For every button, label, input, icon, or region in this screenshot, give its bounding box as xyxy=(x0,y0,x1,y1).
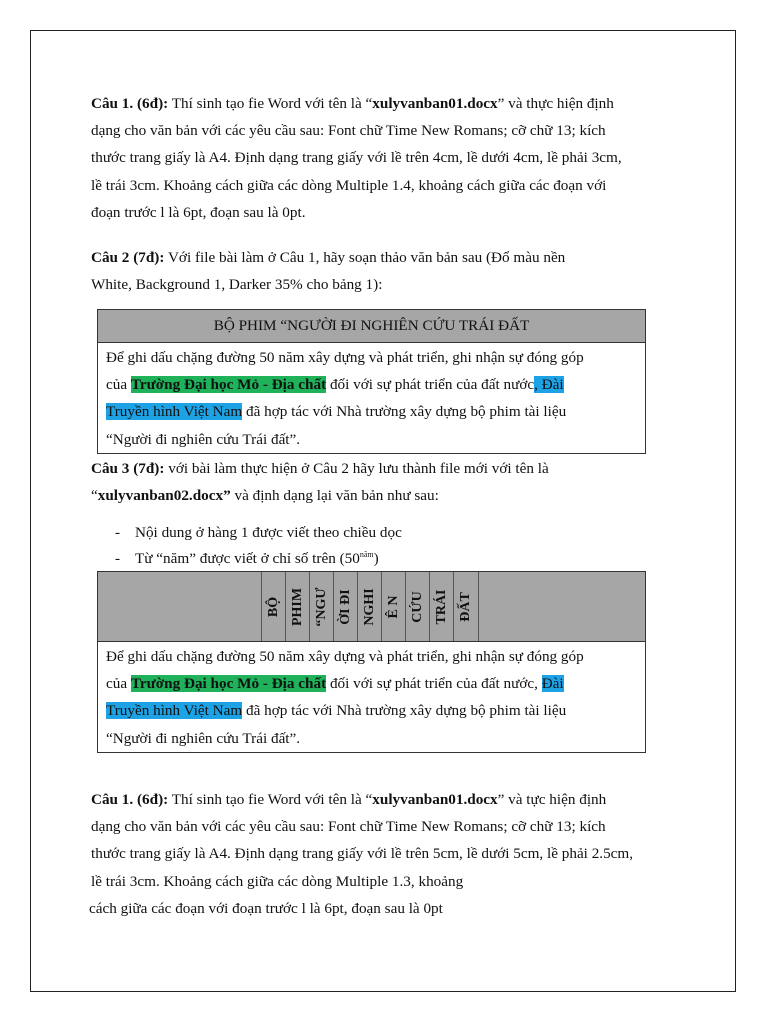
q1-filename: xulyvanban01.docx xyxy=(372,95,498,112)
t1-text-b: đối với sự phát triển của đất nước xyxy=(326,376,535,394)
t1-line-1: Để ghi dấu chặng đường 50 năm xây dựng và phát triển, ghi nhận sự đóng góp xyxy=(106,349,584,366)
school-name-highlight: Trường Đại học Mỏ - Địa chất xyxy=(130,675,327,693)
t1-line-3 xyxy=(106,398,637,425)
question-1 xyxy=(91,90,676,226)
vertical-word xyxy=(357,572,382,641)
table-2-header xyxy=(98,572,645,642)
q1-line-1 xyxy=(91,90,676,117)
bullet-item-1 xyxy=(115,521,402,545)
q3-line-1 xyxy=(91,455,676,482)
vertical-word xyxy=(381,572,406,641)
q2-line-1 xyxy=(91,244,676,271)
vertical-word-text: ỜI ĐI xyxy=(338,588,353,625)
bullet-dash: - xyxy=(115,550,121,567)
bullet-2-close: ) xyxy=(373,550,379,567)
tv-name-highlight-1: , Đài xyxy=(534,376,564,394)
t2-text-b: đối với sự phát triển của đất nước, xyxy=(326,675,542,693)
table-2-body xyxy=(98,642,645,752)
q1-label: Câu 1. (6đ): xyxy=(91,95,169,112)
q1b-text-b: ” và tực hiện định xyxy=(497,791,607,808)
q1-text-b: ” và thực hiện định xyxy=(497,95,614,112)
q1-line-5: đoạn trước l là 6pt, đoạn sau là 0pt. xyxy=(91,203,306,221)
t1-text-c: đã hợp tác với Nhà trường xây dựng bộ phim tài liệu xyxy=(242,403,567,421)
question-1-repeat xyxy=(91,786,676,922)
tv-name-highlight-1: Đài xyxy=(541,675,564,693)
vertical-word xyxy=(453,572,479,641)
bullet-dash: - xyxy=(115,524,121,541)
t1-line-2 xyxy=(106,371,637,398)
q3-line-2 xyxy=(91,482,676,509)
q2-text: Với file bài làm ở Câu 1, hãy soạn thảo văn bản sau (Đổ màu nền xyxy=(164,249,566,266)
vertical-word xyxy=(261,572,286,641)
q1-line-4: lề trái 3cm. Khoảng cách giữa các dòng Multiple 1.4, khoảng cách giữa các đoạn với xyxy=(91,176,607,194)
q1b-line-1 xyxy=(91,786,676,813)
q1-line-2: dạng cho văn bản với các yêu cầu sau: Font chữ Time New Romans; cỡ chữ 13; kích xyxy=(91,122,606,140)
q1b-line-4: lề trái 3cm. Khoảng cách giữa các dòng Multiple 1.3, khoảng xyxy=(91,872,464,890)
question-3 xyxy=(91,455,676,509)
vertical-word xyxy=(333,572,358,641)
vertical-word-text: NGHI xyxy=(362,587,377,626)
bullet-1-text: Nội dung ở hàng 1 được viết theo chiều dọc xyxy=(135,524,402,541)
superscript-nam: năm xyxy=(359,549,374,559)
t2-line-3 xyxy=(106,697,637,724)
vertical-word-text: CỨU xyxy=(410,590,425,623)
t2-text-c: đã hợp tác với Nhà trường xây dựng bộ phim tài liệu xyxy=(242,702,567,720)
vertical-word xyxy=(429,572,454,641)
q1b-label: Câu 1. (6đ): xyxy=(91,791,169,808)
t2-line-4: “Người đi nghiên cứu Trái đất”. xyxy=(106,729,301,747)
question-2 xyxy=(91,244,676,298)
tv-name-highlight-2: Truyền hình Việt Nam xyxy=(106,403,243,421)
school-name-highlight: Trường Đại học Mỏ - Địa chất xyxy=(130,376,327,394)
table-1-body xyxy=(98,343,645,453)
vertical-word-text: Ê N xyxy=(386,595,401,618)
q1b-line-5: cách giữa các đoạn với đoạn trước l là 6pt, đoạn sau là 0pt xyxy=(89,899,443,917)
vertical-word-text: BỘ xyxy=(266,596,281,617)
tv-name-highlight-2: Truyền hình Việt Nam xyxy=(106,702,243,720)
t1-text-a: của xyxy=(106,376,131,394)
q3-text: với bài làm thực hiện ở Câu 2 hãy lưu thành file mới với tên là xyxy=(164,460,549,477)
q1b-line-3: thước trang giấy là A4. Định dạng trang giấy với lề trên 5cm, lề dưới 5cm, lề phải 2.5cm, xyxy=(91,845,634,863)
q1b-filename: xulyvanban01.docx xyxy=(372,791,498,808)
bullet-item-2 xyxy=(115,547,379,571)
t1-line-4: “Người đi nghiên cứu Trái đất”. xyxy=(106,430,301,448)
q3-quote: “ xyxy=(91,487,98,505)
table-2 xyxy=(97,571,646,753)
t2-line-2 xyxy=(106,670,637,697)
q3-filename: xulyvanban02.docx” xyxy=(97,487,231,505)
q1b-text-a: Thí sinh tạo fie Word với tên là “ xyxy=(168,791,373,808)
vertical-word-text: ĐẤT xyxy=(458,591,473,622)
bullet-2-text: Từ “năm” được viết ở chỉ số trên (50 xyxy=(135,550,360,567)
vertical-word-text: “NGƯ xyxy=(314,586,329,627)
vertical-word xyxy=(309,572,334,641)
table-1-header: BỘ PHIM “NGƯỜI ĐI NGHIÊN CỨU TRÁI ĐẤT xyxy=(98,310,645,343)
t2-line-1: Để ghi dấu chặng đường 50 năm xây dựng và phát triển, ghi nhận sự đóng góp xyxy=(106,648,584,665)
q2-label: Câu 2 (7đ): xyxy=(91,249,165,266)
vertical-word xyxy=(405,572,430,641)
table-1 xyxy=(97,309,646,454)
vertical-word xyxy=(285,572,310,641)
t2-text-a: của xyxy=(106,675,131,693)
vertical-word-text: PHIM xyxy=(290,587,305,626)
q1b-line-2: dạng cho văn bản với các yêu cầu sau: Font chữ Time New Romans; cỡ chữ 13; kích xyxy=(91,818,606,836)
vertical-word-text: TRÁI xyxy=(434,588,449,625)
q3-label: Câu 3 (7đ): xyxy=(91,460,165,477)
q2-line-2: White, Background 1, Darker 35% cho bảng 1): xyxy=(91,276,383,294)
q1-text-a: Thí sinh tạo fie Word với tên là “ xyxy=(168,95,373,112)
q3-text-b: và định dạng lại văn bản như sau: xyxy=(230,487,439,505)
q1-line-3: thước trang giấy là A4. Định dạng trang giấy với lề trên 4cm, lề dưới 4cm, lề phải 3cm, xyxy=(91,149,622,167)
